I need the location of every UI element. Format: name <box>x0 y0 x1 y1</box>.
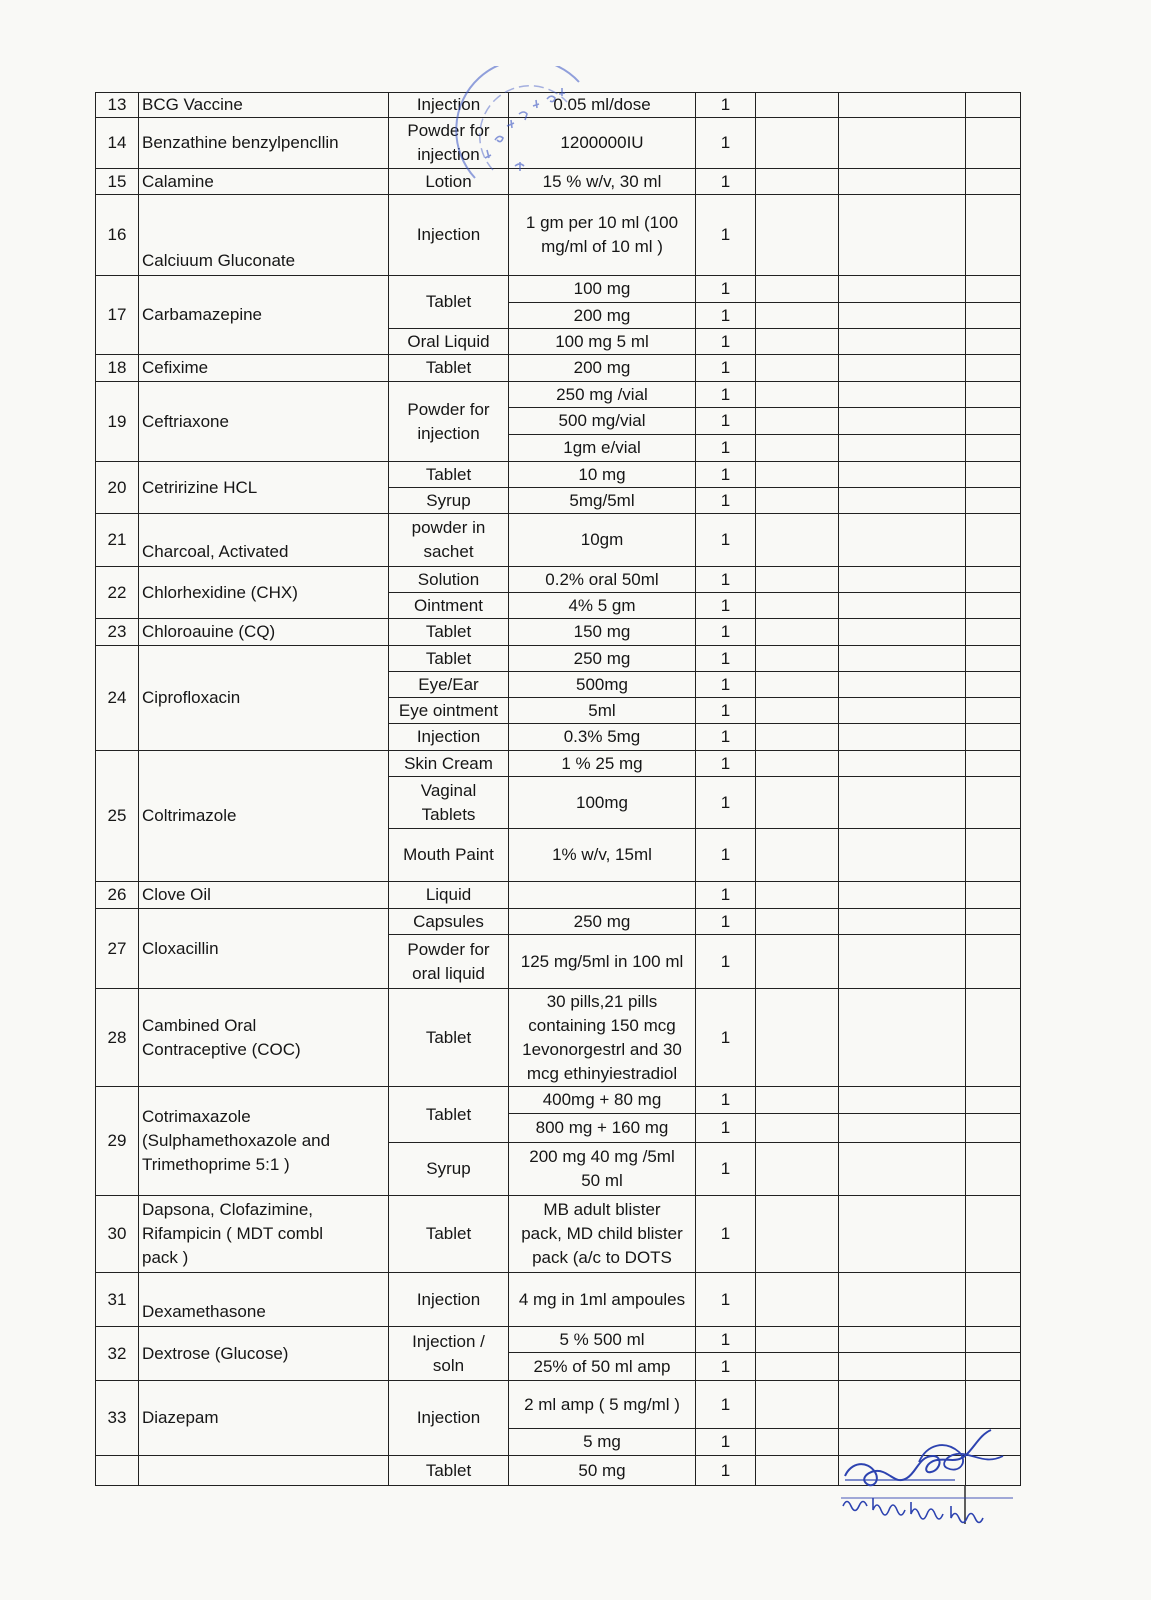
quantity: 1 <box>696 382 756 408</box>
blank-cell <box>756 408 839 435</box>
blank-cell <box>966 118 1021 169</box>
item-number: 18 <box>96 355 139 382</box>
quantity: 1 <box>696 619 756 646</box>
table-row <box>96 619 1021 646</box>
blank-cell <box>756 488 839 514</box>
blank-cell <box>966 1114 1021 1143</box>
blank-cell <box>966 462 1021 488</box>
dosage-form: Powder for oral liquid <box>389 935 509 989</box>
dosage-form: Liquid <box>389 882 509 909</box>
blank-cell <box>839 1381 966 1429</box>
item-number: 25 <box>96 751 139 882</box>
quantity: 1 <box>696 777 756 829</box>
item-name: Chlorhexidine (CHX) <box>139 567 389 619</box>
strength: 30 pills,21 pills containing 150 mcg 1evonorgestrl and 30 mcg ethinyiestradiol <box>509 989 696 1087</box>
blank-cell <box>839 1087 966 1114</box>
dosage-form: Tablet <box>389 355 509 382</box>
item-name: Ciprofloxacin <box>139 646 389 751</box>
blank-cell <box>756 118 839 169</box>
dosage-form: Capsules <box>389 909 509 935</box>
blank-cell <box>756 276 839 303</box>
strength: 500mg <box>509 672 696 698</box>
blank-cell <box>839 619 966 646</box>
item-number: 31 <box>96 1273 139 1327</box>
quantity: 1 <box>696 935 756 989</box>
blank-cell <box>966 1143 1021 1196</box>
blank-cell <box>756 909 839 935</box>
blank-cell <box>756 1381 839 1429</box>
strength: 4 mg in 1ml ampoules <box>509 1273 696 1327</box>
blank-cell <box>756 751 839 777</box>
quantity: 1 <box>696 593 756 619</box>
blank-cell <box>839 514 966 567</box>
blank-cell <box>756 1114 839 1143</box>
table-row <box>96 514 1021 567</box>
blank-cell <box>756 724 839 751</box>
blank-cell <box>839 1327 966 1353</box>
strength: 150 mg <box>509 619 696 646</box>
blank-cell <box>756 1456 839 1486</box>
blank-cell <box>839 276 966 303</box>
blank-cell <box>839 672 966 698</box>
blank-cell <box>756 1196 839 1273</box>
dosage-form: Tablet <box>389 276 509 329</box>
table-row <box>96 462 1021 488</box>
blank-cell <box>839 698 966 724</box>
dosage-form: Tablet <box>389 619 509 646</box>
strength: 1 gm per 10 ml (100 mg/ml of 10 ml ) <box>509 195 696 276</box>
quantity: 1 <box>696 514 756 567</box>
dosage-form: Injection <box>389 93 509 118</box>
strength <box>509 882 696 909</box>
table-body <box>96 93 1021 1486</box>
item-name: Coltrimazole <box>139 751 389 882</box>
blank-cell <box>966 646 1021 672</box>
item-number: 32 <box>96 1327 139 1381</box>
blank-cell <box>756 672 839 698</box>
blank-cell <box>966 777 1021 829</box>
blank-cell <box>756 829 839 882</box>
strength: 4% 5 gm <box>509 593 696 619</box>
item-name: Calciuum Gluconate <box>139 195 389 276</box>
table-row <box>96 118 1021 169</box>
table-row <box>96 382 1021 408</box>
blank-cell <box>839 989 966 1087</box>
item-name: Cambined Oral Contraceptive (COC) <box>139 989 389 1087</box>
item-name: Dextrose (Glucose) <box>139 1327 389 1381</box>
blank-cell <box>966 1087 1021 1114</box>
quantity: 1 <box>696 1381 756 1429</box>
blank-cell <box>966 593 1021 619</box>
blank-cell <box>756 195 839 276</box>
quantity: 1 <box>696 1456 756 1486</box>
blank-cell <box>756 355 839 382</box>
blank-cell <box>966 1273 1021 1327</box>
blank-cell <box>756 382 839 408</box>
strength: 0.05 ml/dose <box>509 93 696 118</box>
item-number: 20 <box>96 462 139 514</box>
item-name: Cloxacillin <box>139 909 389 989</box>
dosage-form: Tablet <box>389 1456 509 1486</box>
blank-cell <box>756 777 839 829</box>
dosage-form: Oral Liquid <box>389 329 509 355</box>
table-row <box>96 1196 1021 1273</box>
item-name: Chloroauine (CQ) <box>139 619 389 646</box>
blank-cell <box>839 195 966 276</box>
blank-cell <box>839 1143 966 1196</box>
blank-cell <box>839 935 966 989</box>
quantity: 1 <box>696 1114 756 1143</box>
blank-cell <box>756 1087 839 1114</box>
dosage-form: Eye/Ear <box>389 672 509 698</box>
quantity: 1 <box>696 408 756 435</box>
item-name: Benzathine benzylpencllin <box>139 118 389 169</box>
strength: 125 mg/5ml in 100 ml <box>509 935 696 989</box>
strength: 15 % w/v, 30 ml <box>509 169 696 195</box>
item-number: 16 <box>96 195 139 276</box>
blank-cell <box>966 619 1021 646</box>
strength: 5ml <box>509 698 696 724</box>
table-row <box>96 989 1021 1087</box>
strength: 5 % 500 ml <box>509 1327 696 1353</box>
blank-cell <box>966 1196 1021 1273</box>
item-name: BCG Vaccine <box>139 93 389 118</box>
quantity: 1 <box>696 909 756 935</box>
table-row <box>96 93 1021 118</box>
quantity: 1 <box>696 1143 756 1196</box>
quantity: 1 <box>696 829 756 882</box>
strength: 5 mg <box>509 1429 696 1456</box>
blank-cell <box>839 777 966 829</box>
item-number: 21 <box>96 514 139 567</box>
quantity: 1 <box>696 1353 756 1381</box>
blank-cell <box>756 698 839 724</box>
blank-cell <box>966 882 1021 909</box>
item-number: 22 <box>96 567 139 619</box>
item-number: 30 <box>96 1196 139 1273</box>
blank-cell <box>756 619 839 646</box>
quantity: 1 <box>696 724 756 751</box>
dosage-form: Tablet <box>389 646 509 672</box>
dosage-form: Injection <box>389 195 509 276</box>
item-name: Dexamethasone <box>139 1273 389 1327</box>
item-number: 24 <box>96 646 139 751</box>
quantity: 1 <box>696 195 756 276</box>
dosage-form: Syrup <box>389 1143 509 1196</box>
blank-cell <box>966 1429 1021 1456</box>
dosage-form: Powder for injection <box>389 382 509 462</box>
blank-cell <box>839 909 966 935</box>
table-row <box>96 1273 1021 1327</box>
table-row <box>96 195 1021 276</box>
blank-cell <box>966 567 1021 593</box>
strength: 5mg/5ml <box>509 488 696 514</box>
blank-cell <box>966 303 1021 329</box>
blank-cell <box>966 1456 1021 1486</box>
strength: 200 mg 40 mg /5ml 50 ml <box>509 1143 696 1196</box>
dosage-form: Injection <box>389 1381 509 1456</box>
quantity: 1 <box>696 118 756 169</box>
strength: 400mg + 80 mg <box>509 1087 696 1114</box>
blank-cell <box>966 195 1021 276</box>
blank-cell <box>966 329 1021 355</box>
blank-cell <box>839 355 966 382</box>
table-row <box>96 909 1021 935</box>
strength: 0.3% 5mg <box>509 724 696 751</box>
table-row <box>96 567 1021 593</box>
item-number: 27 <box>96 909 139 989</box>
item-name: Dapsona, Clofazimine, Rifampicin ( MDT combl pack ) <box>139 1196 389 1273</box>
item-number <box>96 1456 139 1486</box>
blank-cell <box>966 93 1021 118</box>
blank-cell <box>966 672 1021 698</box>
blank-cell <box>966 751 1021 777</box>
item-number: 19 <box>96 382 139 462</box>
blank-cell <box>839 829 966 882</box>
blank-cell <box>839 1114 966 1143</box>
blank-cell <box>839 1273 966 1327</box>
blank-cell <box>966 1327 1021 1353</box>
table-row <box>96 1456 1021 1486</box>
quantity: 1 <box>696 303 756 329</box>
blank-cell <box>839 462 966 488</box>
blank-cell <box>756 1429 839 1456</box>
blank-cell <box>966 382 1021 408</box>
quantity: 1 <box>696 93 756 118</box>
dosage-form: Mouth Paint <box>389 829 509 882</box>
blank-cell <box>756 93 839 118</box>
blank-cell <box>756 593 839 619</box>
item-number: 17 <box>96 276 139 355</box>
blank-cell <box>839 408 966 435</box>
blank-cell <box>966 698 1021 724</box>
item-number: 33 <box>96 1381 139 1456</box>
blank-cell <box>966 829 1021 882</box>
quantity: 1 <box>696 1087 756 1114</box>
blank-cell <box>839 567 966 593</box>
blank-cell <box>756 303 839 329</box>
dosage-form: Solution <box>389 567 509 593</box>
dosage-form: Skin Cream <box>389 751 509 777</box>
item-name: Cotrimaxazole (Sulphamethoxazole and Trimethoprime 5:1 ) <box>139 1087 389 1196</box>
dosage-form: Powder for injection <box>389 118 509 169</box>
quantity: 1 <box>696 435 756 462</box>
item-name: Clove Oil <box>139 882 389 909</box>
blank-cell <box>966 355 1021 382</box>
dosage-form: Tablet <box>389 989 509 1087</box>
blank-cell <box>966 276 1021 303</box>
blank-cell <box>756 435 839 462</box>
item-name <box>139 1456 389 1486</box>
blank-cell <box>839 1196 966 1273</box>
table-row <box>96 646 1021 672</box>
quantity: 1 <box>696 1327 756 1353</box>
blank-cell <box>756 646 839 672</box>
item-name: Cefixime <box>139 355 389 382</box>
quantity: 1 <box>696 1273 756 1327</box>
blank-cell <box>839 1353 966 1381</box>
strength: 250 mg /vial <box>509 382 696 408</box>
quantity: 1 <box>696 488 756 514</box>
table-row <box>96 1381 1021 1429</box>
quantity: 1 <box>696 276 756 303</box>
item-number: 14 <box>96 118 139 169</box>
blank-cell <box>839 118 966 169</box>
table-row <box>96 1087 1021 1114</box>
strength: 10gm <box>509 514 696 567</box>
item-name: Diazepam <box>139 1381 389 1456</box>
blank-cell <box>966 935 1021 989</box>
dosage-form: Vaginal Tablets <box>389 777 509 829</box>
strength: MB adult blister pack, MD child blister pack (a/c to DOTS <box>509 1196 696 1273</box>
item-number: 23 <box>96 619 139 646</box>
strength: 50 mg <box>509 1456 696 1486</box>
item-number: 29 <box>96 1087 139 1196</box>
blank-cell <box>756 462 839 488</box>
table-row <box>96 751 1021 777</box>
dosage-form: Injection <box>389 724 509 751</box>
designation-lettering <box>843 1498 983 1523</box>
quantity: 1 <box>696 646 756 672</box>
blank-cell <box>839 1429 966 1456</box>
strength: 1200000IU <box>509 118 696 169</box>
dosage-form: Syrup <box>389 488 509 514</box>
strength: 0.2% oral 50ml <box>509 567 696 593</box>
blank-cell <box>839 329 966 355</box>
strength: 10 mg <box>509 462 696 488</box>
quantity: 1 <box>696 672 756 698</box>
strength: 250 mg <box>509 909 696 935</box>
blank-cell <box>839 882 966 909</box>
blank-cell <box>756 1273 839 1327</box>
item-number: 13 <box>96 93 139 118</box>
item-name: Ceftriaxone <box>139 382 389 462</box>
blank-cell <box>756 882 839 909</box>
table-row <box>96 276 1021 303</box>
strength: 1gm e/vial <box>509 435 696 462</box>
blank-cell <box>756 989 839 1087</box>
strength: 500 mg/vial <box>509 408 696 435</box>
quantity: 1 <box>696 1429 756 1456</box>
blank-cell <box>966 488 1021 514</box>
table-row <box>96 1327 1021 1353</box>
blank-cell <box>966 514 1021 567</box>
dosage-form: Ointment <box>389 593 509 619</box>
dosage-form: Eye ointment <box>389 698 509 724</box>
blank-cell <box>756 1353 839 1381</box>
quantity: 1 <box>696 882 756 909</box>
dosage-form: Tablet <box>389 462 509 488</box>
strength: 100 mg 5 ml <box>509 329 696 355</box>
item-name: Charcoal, Activated <box>139 514 389 567</box>
quantity: 1 <box>696 329 756 355</box>
item-number: 28 <box>96 989 139 1087</box>
dosage-form: Tablet <box>389 1087 509 1143</box>
blank-cell <box>839 93 966 118</box>
strength: 800 mg + 160 mg <box>509 1114 696 1143</box>
blank-cell <box>839 646 966 672</box>
dosage-form: Tablet <box>389 1196 509 1273</box>
quantity: 1 <box>696 1196 756 1273</box>
quantity: 1 <box>696 989 756 1087</box>
blank-cell <box>839 435 966 462</box>
quantity: 1 <box>696 169 756 195</box>
table-row <box>96 882 1021 909</box>
quantity: 1 <box>696 355 756 382</box>
table-row <box>96 169 1021 195</box>
blank-cell <box>839 751 966 777</box>
blank-cell <box>839 488 966 514</box>
quantity: 1 <box>696 698 756 724</box>
item-name: Cetririzine HCL <box>139 462 389 514</box>
strength: 25% of 50 ml amp <box>509 1353 696 1381</box>
strength: 250 mg <box>509 646 696 672</box>
strength: 200 mg <box>509 303 696 329</box>
blank-cell <box>966 909 1021 935</box>
blank-cell <box>756 169 839 195</box>
blank-cell <box>966 1353 1021 1381</box>
medicine-list-table <box>95 92 1021 1486</box>
blank-cell <box>966 408 1021 435</box>
strength: 1% w/v, 15ml <box>509 829 696 882</box>
strength: 1 % 25 mg <box>509 751 696 777</box>
table-row <box>96 355 1021 382</box>
blank-cell <box>756 935 839 989</box>
blank-cell <box>839 169 966 195</box>
strength: 100 mg <box>509 276 696 303</box>
dosage-form: powder in sachet <box>389 514 509 567</box>
blank-cell <box>966 1381 1021 1429</box>
blank-cell <box>756 567 839 593</box>
strength: 200 mg <box>509 355 696 382</box>
item-number: 26 <box>96 882 139 909</box>
blank-cell <box>966 989 1021 1087</box>
blank-cell <box>839 724 966 751</box>
quantity: 1 <box>696 751 756 777</box>
blank-cell <box>756 514 839 567</box>
blank-cell <box>839 1456 966 1486</box>
blank-cell <box>756 329 839 355</box>
strength: 100mg <box>509 777 696 829</box>
blank-cell <box>839 382 966 408</box>
dosage-form: Injection / soln <box>389 1327 509 1381</box>
blank-cell <box>756 1143 839 1196</box>
blank-cell <box>839 303 966 329</box>
quantity: 1 <box>696 567 756 593</box>
quantity: 1 <box>696 462 756 488</box>
blank-cell <box>839 593 966 619</box>
item-number: 15 <box>96 169 139 195</box>
item-name: Calamine <box>139 169 389 195</box>
blank-cell <box>756 1327 839 1353</box>
blank-cell <box>966 435 1021 462</box>
blank-cell <box>966 724 1021 751</box>
dosage-form: Lotion <box>389 169 509 195</box>
blank-cell <box>966 169 1021 195</box>
dosage-form: Injection <box>389 1273 509 1327</box>
strength: 2 ml amp ( 5 mg/ml ) <box>509 1381 696 1429</box>
item-name: Carbamazepine <box>139 276 389 355</box>
